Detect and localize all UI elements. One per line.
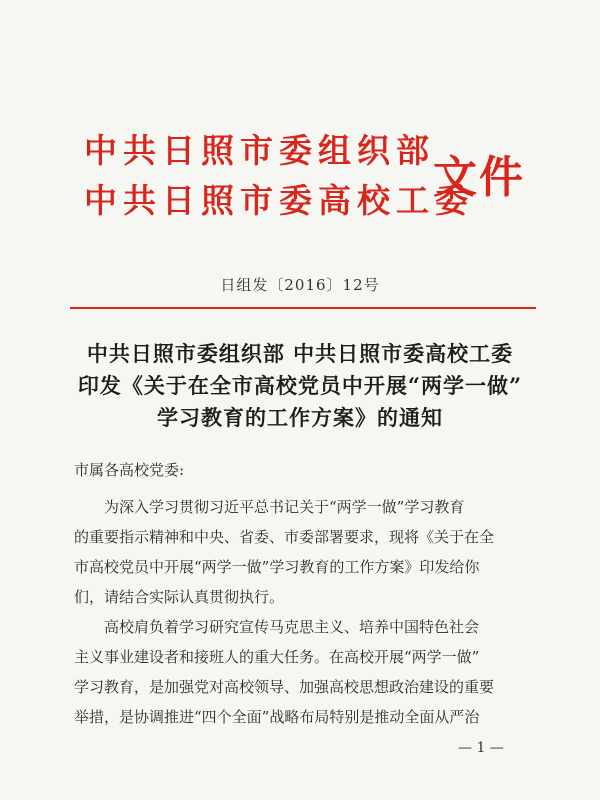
title-line-2: 印发《关于在全市高校党员中开展“两学一做”: [77, 373, 523, 398]
paragraph-line: 的重要指示精神和中央、省委、市委部署要求，现将《关于在全: [74, 528, 495, 546]
paragraph-line: 们，请结合实际认真贯彻执行。: [74, 588, 285, 606]
document-title: [0, 338, 600, 434]
header-divider: [70, 307, 536, 309]
sender-org-2: 中共日照市委高校工委: [84, 181, 474, 220]
paragraph-2: [74, 612, 534, 732]
document-number: 日组发〔2016〕12号: [220, 276, 380, 294]
document-label: 文件: [433, 152, 525, 203]
paragraph-line: 主义事业建设者和接班人的重大任务。在高校开展“两学一做”: [74, 648, 480, 666]
paragraph-line: 市高校党员中开展“两学一做”学习教育的工作方案》印发给你: [74, 558, 480, 576]
paragraph-line: 学习教育，是加强党对高校领导、加强高校思想政治建设的重要: [74, 678, 495, 696]
page-number: — 1 —: [458, 740, 504, 756]
document-header: [0, 0, 600, 240]
paragraph-line: 高校肩负着学习研究宣传马克思主义、培养中国特色社会: [104, 618, 480, 636]
paragraph-line: 为深入学习贯彻习近平总书记关于“两学一做”学习教育: [104, 498, 465, 516]
paragraph-line: 举措，是协调推进“四个全面”战略布局特别是推动全面从严治: [74, 708, 480, 726]
document-body: [74, 460, 534, 732]
title-line-1: 中共日照市委组织部 中共日照市委高校工委: [86, 341, 514, 366]
sender-org-1: 中共日照市委组织部: [84, 131, 435, 170]
title-line-3: 学习教育的工作方案》的通知: [157, 405, 443, 430]
salutation: 市属各高校党委:: [74, 461, 185, 479]
paragraph-1: [74, 492, 534, 612]
